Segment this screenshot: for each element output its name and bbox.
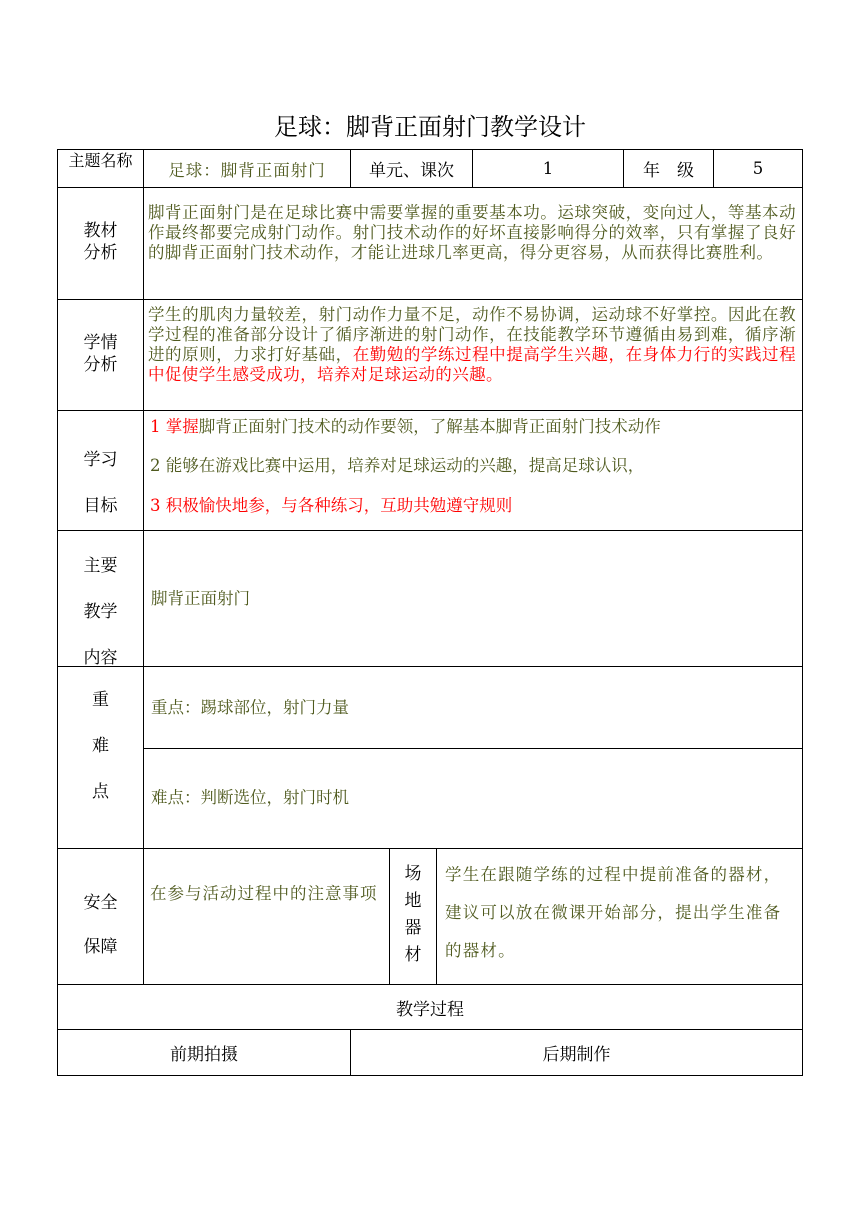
grade-label: 年 级 [643, 161, 694, 181]
difficult-point: 难点：判断选位，射门时机 [151, 788, 349, 807]
theme-value: 足球：脚背正面射门 [168, 160, 326, 180]
objective-1: 1 掌握脚背正面射门技术的动作要领，了解基本脚背正面射门技术动作 [150, 417, 661, 436]
key-points-label: 重 难 点 [92, 690, 109, 802]
student-analysis-label: 学情 分析 [83, 333, 118, 375]
theme-label: 主题名称 [68, 151, 133, 170]
objectives-label: 学习 目标 [83, 450, 118, 516]
unit-label: 单元、课次 [369, 161, 454, 181]
student-analysis-highlight: 在勤勉的学练过程中提高学生兴趣，在身体力行的实践过程中促使学生感受成功，培养对足球运动的兴趣。 [148, 345, 796, 384]
student-analysis-normal: 学生的肌肉力量较差，射门动作力量不足，动作不易协调，运动球不好掌控。因此在教学过程的准备部分设计了循序渐进的射门动作，在技能教学环节遵循由易到难，循序渐进的原则，力求打好基础， [148, 305, 796, 364]
student-analysis-text [148, 305, 796, 408]
main-content-label: 主要 教学 内容 [83, 556, 118, 666]
grade-value: 5 [752, 159, 764, 178]
objective-2: 2 能够在游戏比赛中运用，培养对足球运动的兴趣，提高足球认识， [150, 456, 645, 475]
process-col-postproduction: 后期制作 [542, 1045, 611, 1065]
objectives-list [150, 415, 800, 527]
material-analysis-text: 脚背正面射门是在足球比赛中需要掌握的重要基本功。运球突破，变向过人，等基本动作最终都要完成射门动作。射门技术动作的好坏直接影响得分的效率，只有掌握了良好的脚背正面射门技术动作，才能让进球几率更高，得分更容易，从而获得比赛胜利。 [148, 203, 796, 262]
main-content-text: 脚背正面射门 [151, 589, 250, 608]
material-analysis-label: 教材 分析 [83, 221, 118, 263]
key-point: 重点：踢球部位，射门力量 [151, 698, 349, 717]
venue-equipment-text: 学生在跟随学练的过程中提前准备的器材，建议可以放在微课开始部分，提出学生准备的器材。 [445, 865, 782, 960]
document-title: 足球：脚背正面射门教学设计 [274, 113, 586, 141]
teaching-process-heading: 教学过程 [396, 999, 464, 1020]
venue-equipment-label: 场 地 器 材 [404, 864, 422, 965]
objective-3: 3 积极愉快地参，与各种练习，互助共勉遵守规则 [150, 496, 513, 515]
safety-text: 在参与活动过程中的注意事项 [150, 884, 378, 903]
safety-label: 安全 保障 [83, 893, 118, 957]
process-col-filming: 前期拍摄 [170, 1045, 238, 1065]
unit-value: 1 [542, 159, 554, 178]
